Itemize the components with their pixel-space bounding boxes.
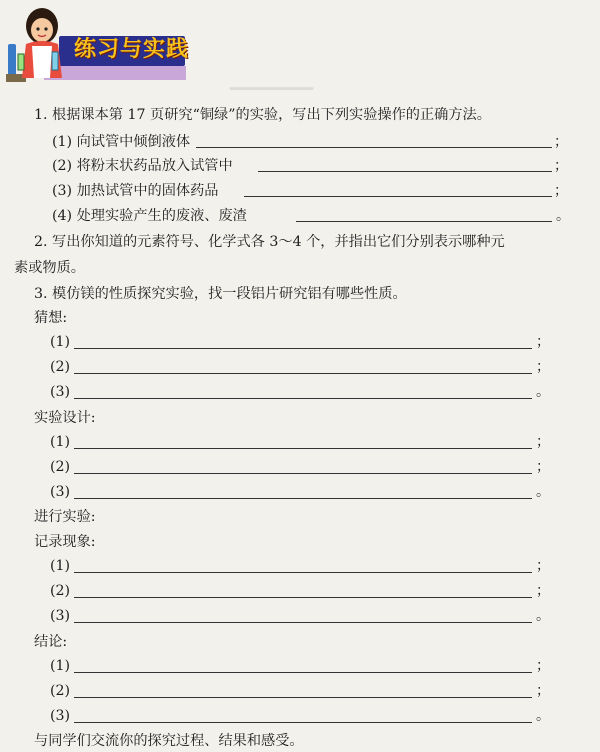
student-illustration-icon [6,4,70,84]
conclusion-item-1-label: (1) [50,658,71,674]
hypothesis-item-3-end: 。 [536,384,550,400]
q1-item-1-answer-line[interactable] [196,147,552,148]
conclusion-item-2-label: (2) [50,683,71,699]
q1-item-4-end: 。 [556,208,570,224]
hypothesis-item-2-label: (2) [50,359,71,375]
observation-item-2-answer-line[interactable] [74,597,532,598]
observation-heading: 记录现象: [34,534,96,550]
q1-item-4-label: (4) 处理实验产生的废液、废渣 [52,208,247,224]
conduct-heading: 进行实验: [34,509,96,525]
design-item-2-label: (2) [50,459,71,475]
conclusion-item-3-end: 。 [536,708,550,724]
observation-item-2-end: ； [536,583,550,599]
observation-item-2-label: (2) [50,583,71,599]
observation-item-3-answer-line[interactable] [74,622,532,623]
observation-item-1-label: (1) [50,558,71,574]
conclusion-item-3-label: (3) [50,708,71,724]
q1-item-1-end: ； [554,134,568,150]
question-2-line-2: 素或物质。 [14,260,85,276]
question-1-text: 1. 根据课本第 17 页研究“铜绿”的实验，写出下列实验操作的正确方法。 [34,107,491,123]
hypothesis-item-1-end: ； [536,334,550,350]
conclusion-item-3-answer-line[interactable] [74,722,532,723]
conclusion-item-1-answer-line[interactable] [74,672,532,673]
q1-item-1-label: (1) 向试管中倾倒液体 [52,134,191,150]
design-item-3-answer-line[interactable] [74,498,532,499]
design-item-3-end: 。 [536,484,550,500]
hypothesis-heading: 猜想: [34,310,68,326]
observation-item-3-end: 。 [536,608,550,624]
q1-item-3-end: ； [554,183,568,199]
closing-text: 与同学们交流你的探究过程、结果和感受。 [34,733,304,749]
design-item-1-end: ； [536,434,550,450]
hypothesis-item-2-answer-line[interactable] [74,373,532,374]
observation-item-1-end: ； [536,558,550,574]
observation-item-1-answer-line[interactable] [74,572,532,573]
question-2-line-1: 2. 写出你知道的元素符号、化学式各 3～4 个，并指出它们分别表示哪种元 [34,234,505,250]
conclusion-item-2-answer-line[interactable] [74,697,532,698]
q1-item-4-answer-line[interactable] [296,221,552,222]
bleed-through-text: ▔▔▔▔▔▔ [230,88,314,109]
hypothesis-item-1-answer-line[interactable] [74,348,532,349]
hypothesis-item-2-end: ； [536,359,550,375]
q1-item-3-answer-line[interactable] [244,196,552,197]
hypothesis-item-3-answer-line[interactable] [74,398,532,399]
observation-item-3-label: (3) [50,608,71,624]
design-item-2-end: ； [536,459,550,475]
question-3-text: 3. 模仿镁的性质探究实验，找一段铝片研究铝有哪些性质。 [34,286,407,302]
conclusion-item-2-end: ； [536,683,550,699]
design-item-1-answer-line[interactable] [74,448,532,449]
design-item-2-answer-line[interactable] [74,473,532,474]
design-heading: 实验设计: [34,410,96,426]
q1-item-3-label: (3) 加热试管中的固体药品 [52,183,219,199]
q1-item-2-answer-line[interactable] [258,171,552,172]
design-item-3-label: (3) [50,484,71,500]
hypothesis-item-1-label: (1) [50,334,71,350]
hypothesis-item-3-label: (3) [50,384,71,400]
design-item-1-label: (1) [50,434,71,450]
section-title: 练习与实践 [74,37,190,62]
q1-item-2-end: ； [554,158,568,174]
conclusion-item-1-end: ； [536,658,550,674]
section-header [4,4,190,86]
q1-item-2-label: (2) 将粉末状药品放入试管中 [52,158,233,174]
conclusion-heading: 结论: [34,634,68,650]
